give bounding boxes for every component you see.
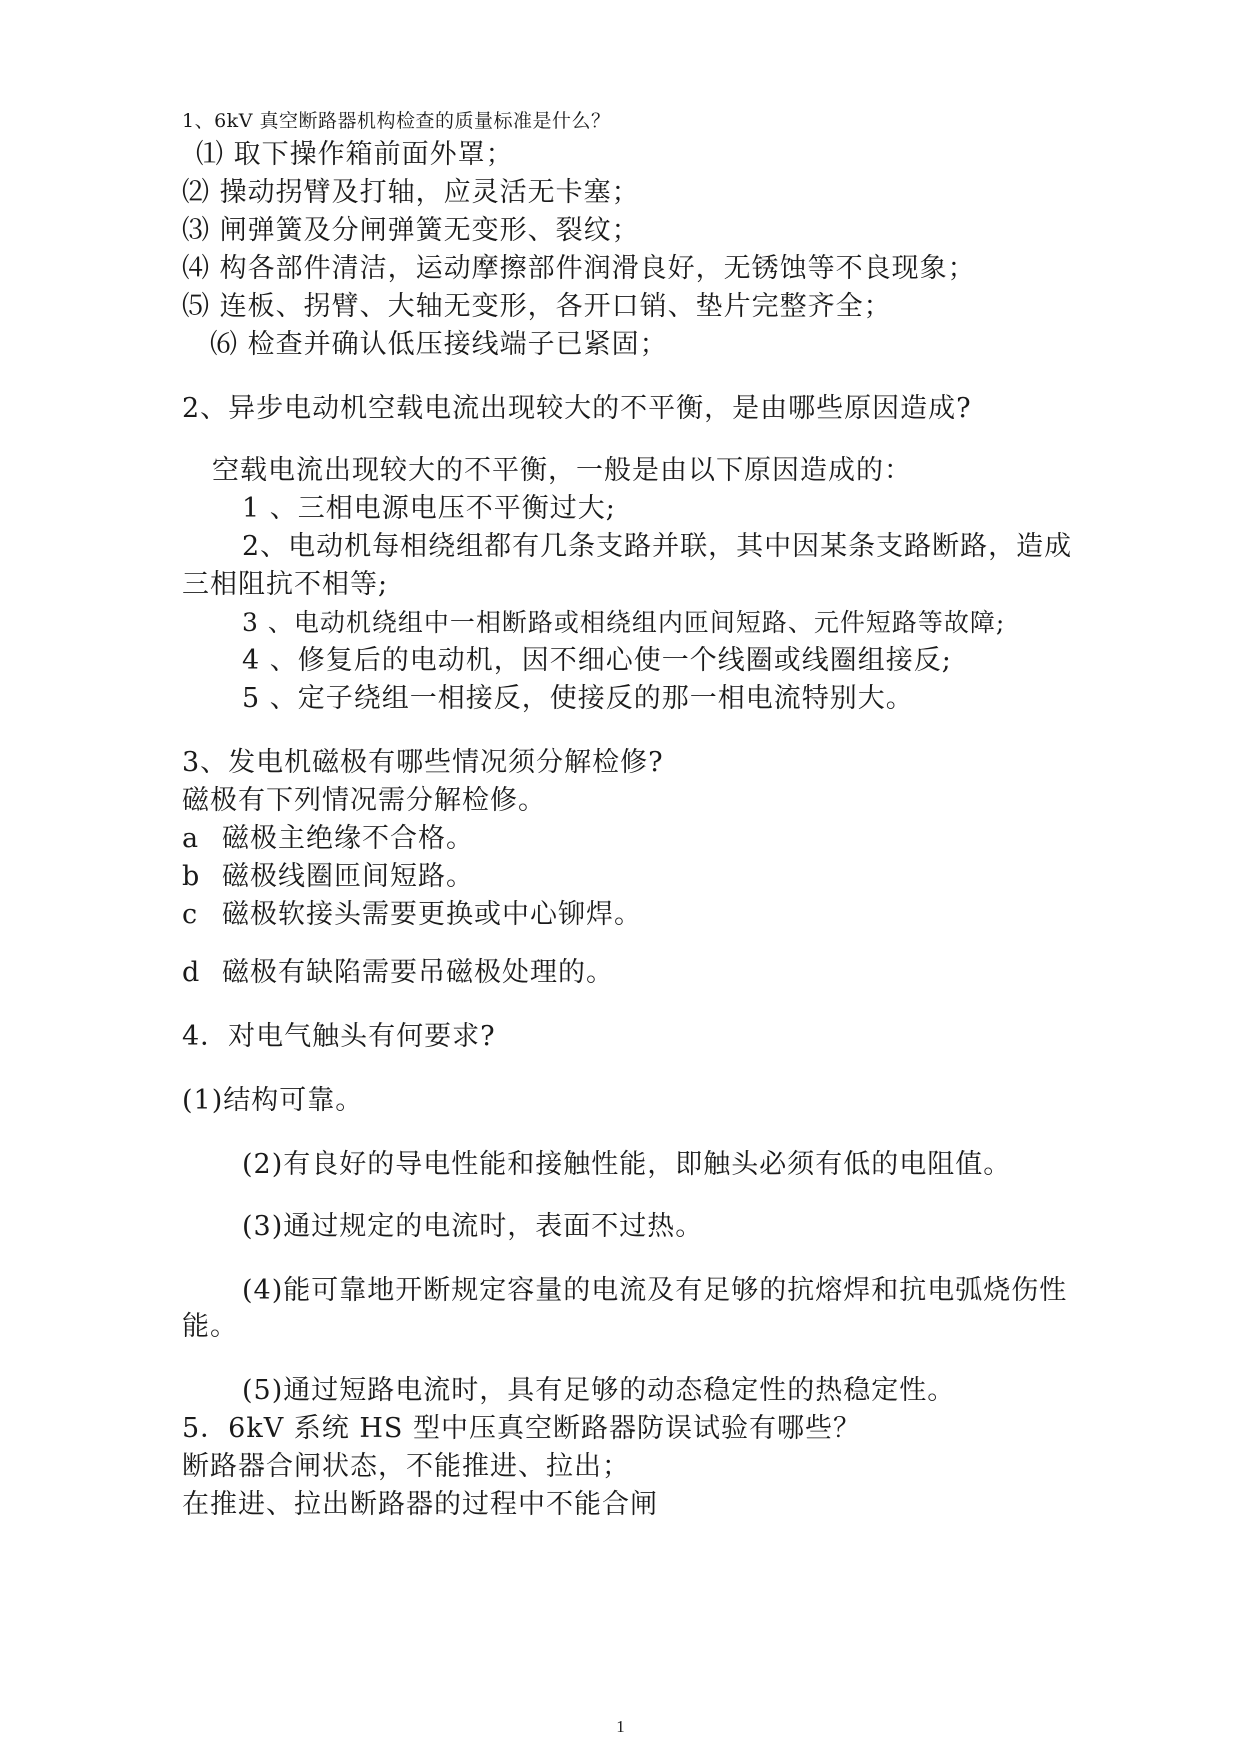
q4-item-4-cont: 能。 — [182, 1311, 238, 1342]
q3-item-c-label: c — [182, 899, 199, 930]
q3-title: 3、发电机磁极有哪些情况须分解检修? — [182, 747, 664, 778]
q3-item-b — [182, 860, 474, 894]
q5-item-2: 在推进、拉出断路器的过程中不能合闸 — [182, 1489, 658, 1520]
q3-intro: 磁极有下列情况需分解检修。 — [182, 785, 546, 816]
q3-item-b-text: 磁极线圈匝间短路。 — [222, 861, 474, 892]
q3-item-d — [182, 956, 614, 990]
q5-item-1: 断路器合闸状态，不能推进、拉出； — [182, 1451, 630, 1482]
q1-item-6: ⑹ 检查并确认低压接线端子已紧固； — [210, 329, 668, 360]
q4-item-2: (2)有良好的导电性能和接触性能，即触头必须有低的电阻值。 — [242, 1149, 1012, 1180]
q2-intro: 空载电流出现较大的不平衡，一般是由以下原因造成的： — [212, 455, 912, 486]
q2-title: 2、异步电动机空载电流出现较大的不平衡，是由哪些原因造成? — [182, 393, 972, 424]
q1-title: 1、6kV 真空断路器机构检查的质量标准是什么？ — [182, 110, 611, 132]
q1-item-2: ⑵ 操动拐臂及打轴，应灵活无卡塞； — [182, 177, 640, 208]
q2-item-3: 3 、电动机绕组中一相断路或相绕组内匝间短路、元件短路等故障; — [242, 608, 1006, 637]
q2-item-2-cont: 三相阻抗不相等; — [182, 569, 389, 600]
q4-item-3: (3)通过规定的电流时，表面不过热。 — [242, 1211, 704, 1242]
q3-item-d-label: d — [182, 957, 201, 988]
q4-item-1: (1)结构可靠。 — [182, 1085, 364, 1116]
q3-item-c-text: 磁极软接头需要更换或中心铆焊。 — [222, 899, 642, 930]
q5-title: 5．6kV 系统 HS 型中压真空断路器防误试验有哪些？ — [182, 1413, 862, 1444]
q2-item-2: 2、电动机每相绕组都有几条支路并联，其中因某条支路断路，造成 — [242, 531, 1073, 562]
q3-item-c — [182, 898, 642, 932]
q1-item-4: ⑷ 构各部件清洁，运动摩擦部件润滑良好，无锈蚀等不良现象； — [182, 253, 976, 284]
q3-item-a-label: a — [182, 823, 200, 854]
q3-item-a-text: 磁极主绝缘不合格。 — [222, 823, 474, 854]
q1-item-3: ⑶ 闸弹簧及分闸弹簧无变形、裂纹； — [182, 215, 640, 246]
page-number: 1 — [616, 1717, 625, 1736]
q2-item-4: 4 、修复后的电动机，因不细心使一个线圈或线圈组接反; — [242, 645, 952, 676]
q3-item-b-label: b — [182, 861, 201, 892]
q4-title: 4．对电气触头有何要求? — [182, 1021, 496, 1052]
q1-item-1: ⑴ 取下操作箱前面外罩； — [196, 139, 514, 170]
q2-item-1: 1 、三相电源电压不平衡过大; — [242, 493, 616, 524]
q3-item-a — [182, 822, 474, 856]
q2-item-5: 5 、定子绕组一相接反，使接反的那一相电流特别大。 — [242, 683, 914, 714]
q3-item-d-text: 磁极有缺陷需要吊磁极处理的。 — [222, 957, 614, 988]
q4-item-4: (4)能可靠地开断规定容量的电流及有足够的抗熔焊和抗电弧烧伤性 — [242, 1275, 1068, 1306]
q4-item-5: (5)通过短路电流时，具有足够的动态稳定性的热稳定性。 — [242, 1375, 956, 1406]
q1-item-5: ⑸ 连板、拐臂、大轴无变形，各开口销、垫片完整齐全； — [182, 291, 892, 322]
